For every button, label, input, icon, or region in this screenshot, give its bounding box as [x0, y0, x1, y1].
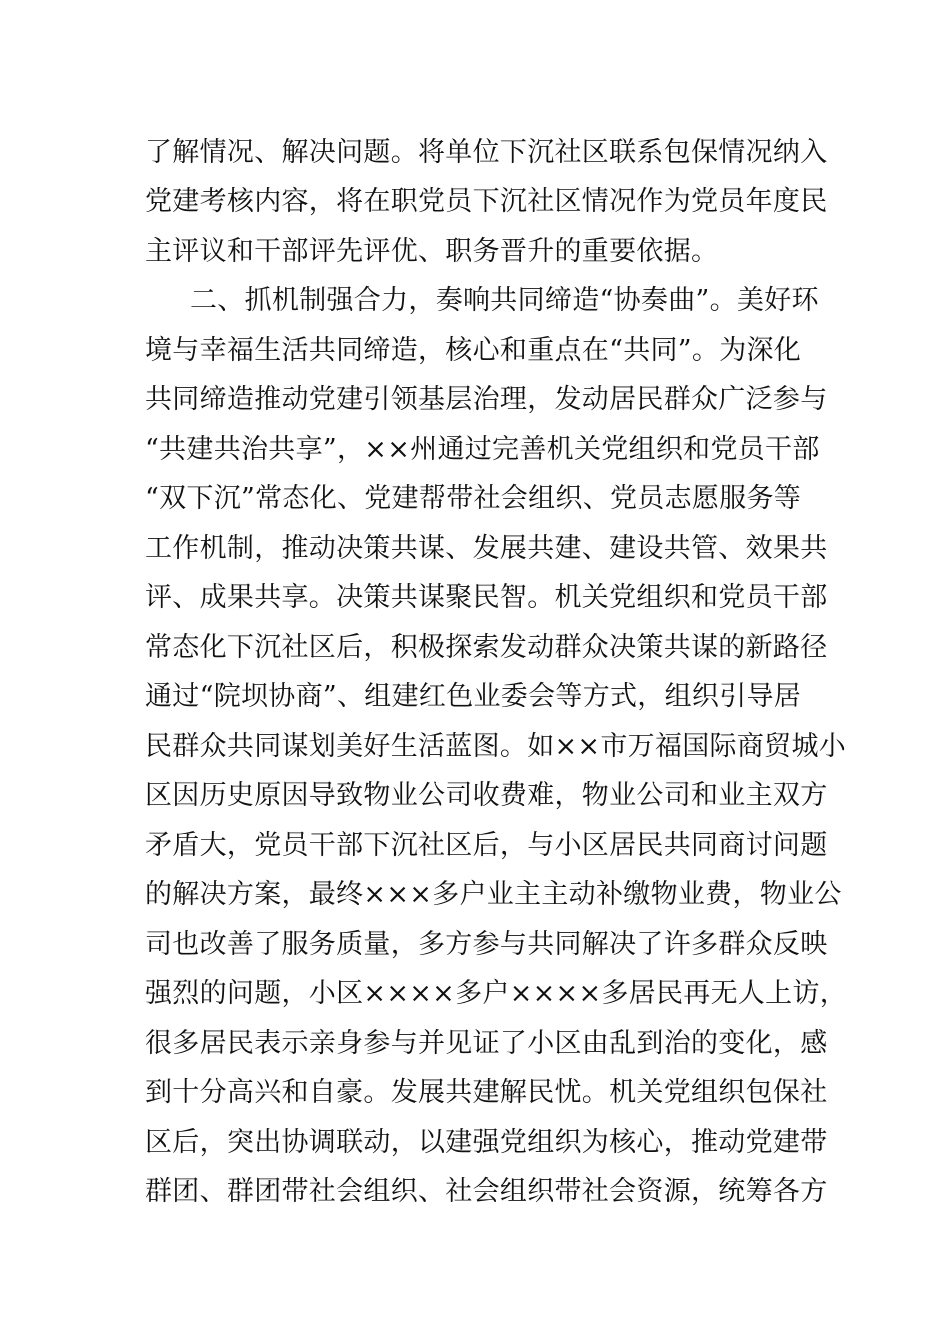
text-line: “共建共治共享”，××州通过完善机关党组织和党员干部	[145, 434, 820, 465]
text-line: 到十分高兴和自豪。发展共建解民忧。机关党组织包保社	[145, 1077, 828, 1108]
text-line: 区后，突出协调联动，以建强党组织为核心，推动党建带	[145, 1127, 828, 1158]
text-line: 矛盾大，党员干部下沉社区后，与小区居民共同商讨问题	[145, 830, 828, 861]
text-line: 党建考核内容，将在职党员下沉社区情况作为党员年度民	[145, 186, 828, 217]
text-line: 境与幸福生活共同缔造，核心和重点在“共同”。为深化	[145, 335, 802, 366]
text-line: “双下沉”常态化、党建帮带社会组织、党员志愿服务等	[145, 483, 802, 514]
text-line: 很多居民表示亲身参与并见证了小区由乱到治的变化，感	[145, 1028, 828, 1059]
text-line: 群团、群团带社会组织、社会组织带社会资源，统筹各方	[145, 1176, 828, 1207]
text-line: 工作机制，推动决策共谋、发展共建、建设共管、效果共	[145, 533, 828, 564]
text-line: 共同缔造推动党建引领基层治理，发动居民群众广泛参与	[145, 384, 828, 415]
text-line: 常态化下沉社区后，积极探索发动群众决策共谋的新路径	[145, 632, 828, 663]
text-line: 民群众共同谋划美好生活蓝图。如××市万福国际商贸城小	[145, 731, 847, 762]
text-line: 主评议和干部评先评优、职务晋升的重要依据。	[145, 236, 719, 267]
section-heading-line: 二、抓机制强合力，奏响共同缔造“协奏曲”。美好环	[190, 285, 819, 316]
text-line: 强烈的问题，小区××××多户××××多居民再无人上访，	[145, 978, 848, 1009]
text-line: 区因历史原因导致物业公司收费难，物业公司和业主双方	[145, 780, 828, 811]
text-line: 评、成果共享。决策共谋聚民智。机关党组织和党员干部	[145, 582, 828, 613]
text-line: 了解情况、解决问题。将单位下沉社区联系包保情况纳入	[145, 137, 828, 168]
text-line: 的解决方案，最终×××多户业主主动补缴物业费，物业公	[145, 879, 842, 910]
text-line: 司也改善了服务质量，多方参与共同解决了许多群众反映	[145, 929, 828, 960]
text-line: 通过“院坝协商”、组建红色业委会等方式，组织引导居	[145, 681, 802, 712]
